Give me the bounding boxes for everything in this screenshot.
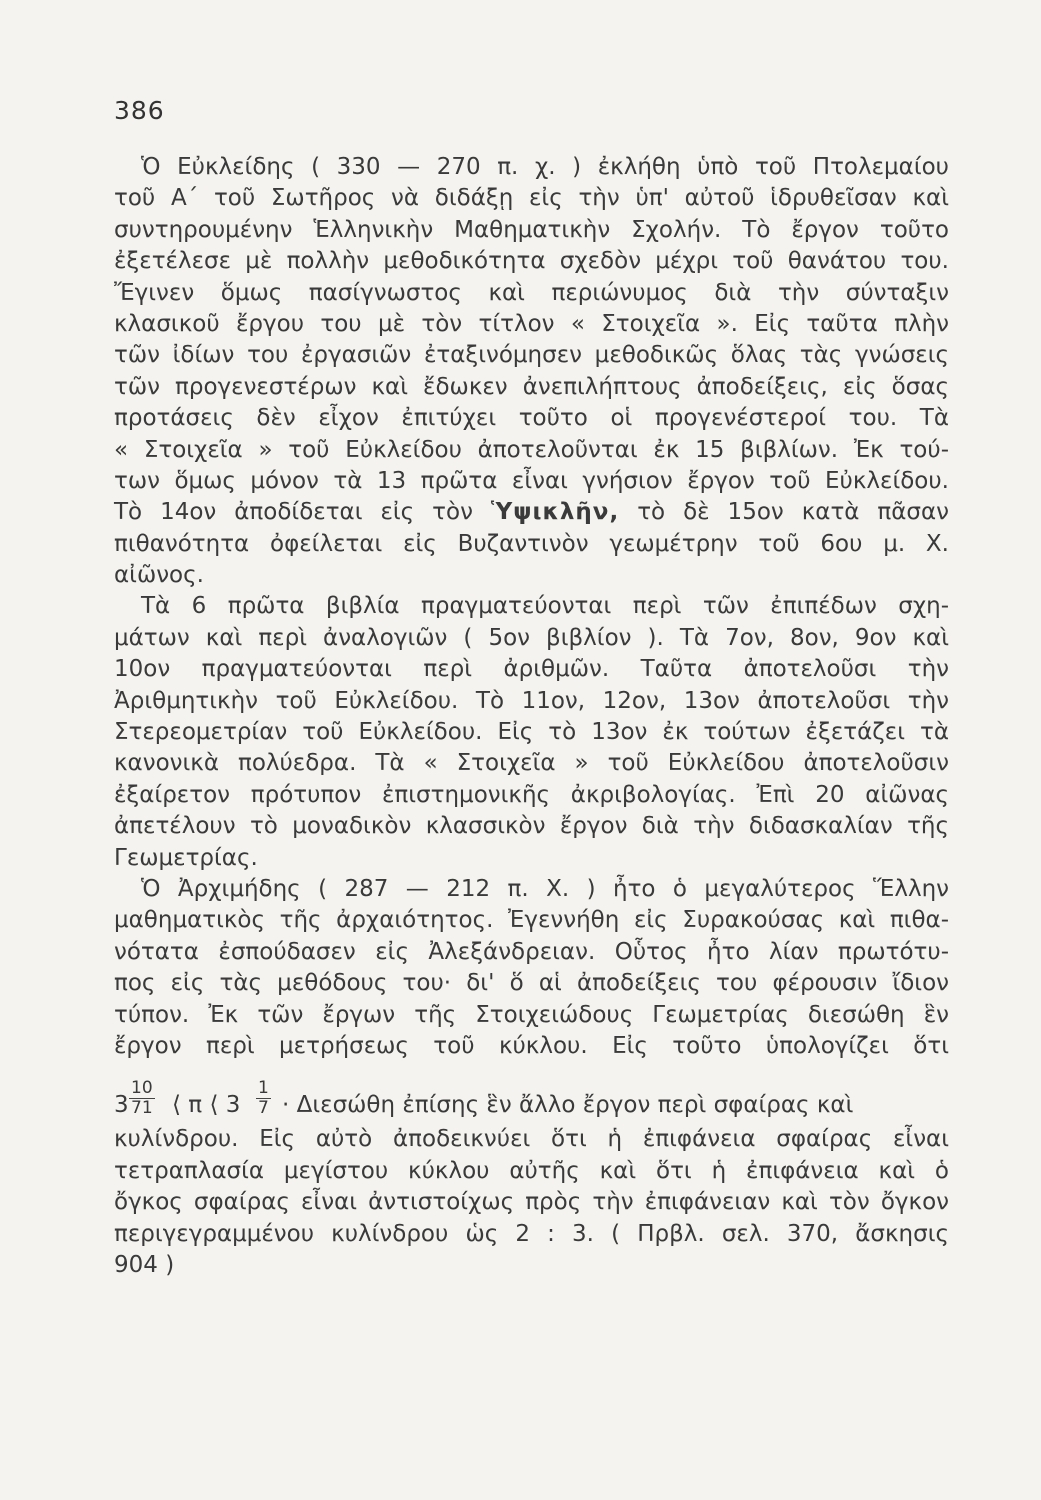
formula-middle: ⟨ π ⟨ 3 <box>172 1092 241 1119</box>
text-line: Τὰ 6 πρῶτα βιβλία πραγματεύονται περὶ τῶν ἐπιπέδων σχη- <box>141 593 949 620</box>
text-line: κυλίνδρου. Εἰς αὐτὸ ἀποδεικνύει ὅτι ἡ ἐπιφάνεια σφαίρας εἶναι <box>114 1126 949 1153</box>
text-line: προτάσεις δὲν εἶχον ἐπιτύχει τοῦτο οἱ προγενέστεροί του. Τὰ <box>114 405 949 432</box>
fraction-10-71 <box>129 1079 155 1118</box>
fraction-denominator: 7 <box>258 1098 269 1119</box>
text-line: πος εἰς τὰς μεθόδους του· δι' ὅ αἱ ἀποδείξεις του φέρουσιν ἴδιον <box>114 970 949 997</box>
text-line: κλασικοῦ ἔργου του μὲ τὸν τίτλον « Στοιχεῖα ». Εἰς ταῦτα πλὴν <box>114 310 949 337</box>
fraction-numerator: 10 <box>131 1078 153 1099</box>
text-line: 904 ) <box>114 1251 175 1278</box>
page-number: 386 <box>114 96 165 125</box>
text-line: Ἀριθμητικὴν τοῦ Εὐκλείδου. Τὸ 11ον, 12ον, 13ον ἀποτελοῦσι τὴν <box>114 687 949 714</box>
text-line: περιγεγραμμένου κυλίνδρου ὡς 2 : 3. ( Πρβλ. σελ. 370, ἄσκησις <box>114 1220 949 1247</box>
text-line: συντηρουμένην Ἑλληνικὴν Μαθηματικὴν Σχολήν. Τὸ ἔργον τοῦτο <box>114 216 949 243</box>
text-line: πιθανότητα ὀφείλεται εἰς Βυζαντινὸν γεωμέτρην τοῦ 6ου μ. Χ. <box>114 530 949 557</box>
text-line: ἐξετέλεσε μὲ πολλὴν μεθοδικότητα σχεδὸν μέχρι τοῦ θανάτου του. <box>114 248 949 275</box>
pi-bounds-formula <box>114 1062 949 1124</box>
text-segment: τὸ δὲ 15ον κατὰ πᾶσαν <box>637 499 950 526</box>
text-line: τῶν προγενεστέρων καὶ ἔδωκεν ἀνεπιλήπτους ἀποδείξεις, εἰς ὅσας <box>114 373 949 400</box>
text-line: Ὁ Εὐκλείδης ( 330 — 270 π. χ. ) ἐκλήθη ὑπὸ τοῦ Πτολεμαίου <box>141 154 949 180</box>
text-line: Στερεομετρίαν τοῦ Εὐκλείδου. Εἰς τὸ 13ον ἐκ τούτων ἐξετάζει τὰ <box>114 719 949 746</box>
text-line <box>114 497 949 528</box>
text-segment: Τὸ 14ον ἀποδίδεται εἰς τὸν <box>114 499 473 526</box>
formula-whole-1: 3 <box>114 1092 129 1119</box>
text-line: Ἔγινεν ὅμως πασίγνωστος καὶ περιώνυμος διὰ τὴν σύνταξιν <box>114 279 949 306</box>
text-line: μαθηματικὸς τῆς ἀρχαιότητος. Ἐγεννήθη εἰς Συρακούσας καὶ πιθα- <box>114 907 949 934</box>
text-line: αἰῶνος. <box>114 562 204 589</box>
text-line: τετραπλασία μεγίστου κύκλου αὐτῆς καὶ ὅτι ἡ ἐπιφάνεια καὶ ὁ <box>114 1157 949 1184</box>
text-line: νότατα ἐσπούδασεν εἰς Ἀλεξάνδρειαν. Οὗτος ἦτο λίαν πρωτότυ- <box>114 938 949 965</box>
text-line: 10ον πραγματεύονται περὶ ἀριθμῶν. Ταῦτα ἀποτελοῦσι τὴν <box>114 656 949 683</box>
text-line: τοῦ Α΄ τοῦ Σωτῆρος νὰ διδάξῃ εἰς τὴν ὑπ' αὐτοῦ ἱδρυθεῖσαν καὶ <box>114 185 949 212</box>
text-line: Γεωμετρίας. <box>114 844 258 871</box>
fraction-1-7 <box>256 1079 271 1118</box>
fraction-numerator: 1 <box>258 1078 269 1099</box>
text-line: « Στοιχεῖα » τοῦ Εὐκλείδου ἀποτελοῦνται ἐκ 15 βιβλίων. Ἐκ τού- <box>114 436 949 463</box>
text-line: ἔργον περὶ μετρήσεως τοῦ κύκλου. Εἰς τοῦτο ὑπολογίζει ὅτι <box>114 1032 949 1059</box>
text-line: μάτων καὶ περὶ ἀναλογιῶν ( 5ον βιβλίον ). Τὰ 7ον, 8ον, 9ον καὶ <box>114 624 949 651</box>
text-line: Ὁ Ἀρχιμήδης ( 287 — 212 π. Χ. ) ἦτο ὁ μεγαλύτερος Ἕλλην <box>141 875 949 902</box>
text-line: ἀπετέλουν τὸ μοναδικὸν κλασσικὸν ἔργον διὰ τὴν διδασκαλίαν τῆς <box>114 813 949 840</box>
formula-tail-text: · Διεσώθη ἐπίσης ἓν ἄλλο ἔργον περὶ σφαίρας καὶ <box>282 1092 854 1119</box>
hypsicles-name: Ὑψικλῆν, <box>490 499 620 526</box>
page-text <box>114 152 949 1281</box>
text-line: τῶν ἰδίων του ἐργασιῶν ἐταξινόμησεν μεθοδικῶς ὅλας τὰς γνώσεις <box>114 342 949 369</box>
text-line: ὄγκος σφαίρας εἶναι ἀντιστοίχως πρὸς τὴν ἐπιφάνειαν καὶ τὸν ὄγκον <box>114 1189 949 1216</box>
text-line: ἐξαίρετον πρότυπον ἐπιστημονικῆς ἀκριβολογίας. Ἐπὶ 20 αἰῶνας <box>114 781 949 808</box>
fraction-denominator: 71 <box>131 1098 153 1119</box>
text-line: κανονικὰ πολύεδρα. Τὰ « Στοιχεῖα » τοῦ Εὐκλείδου ἀποτελοῦσιν <box>114 750 949 777</box>
text-line: τύπον. Ἐκ τῶν ἔργων τῆς Στοιχειώδους Γεωμετρίας διεσώθη ἓν <box>114 1001 949 1028</box>
text-line: των ὅμως μόνον τὰ 13 πρῶτα εἶναι γνήσιον ἔργον τοῦ Εὐκλείδου. <box>114 467 949 494</box>
